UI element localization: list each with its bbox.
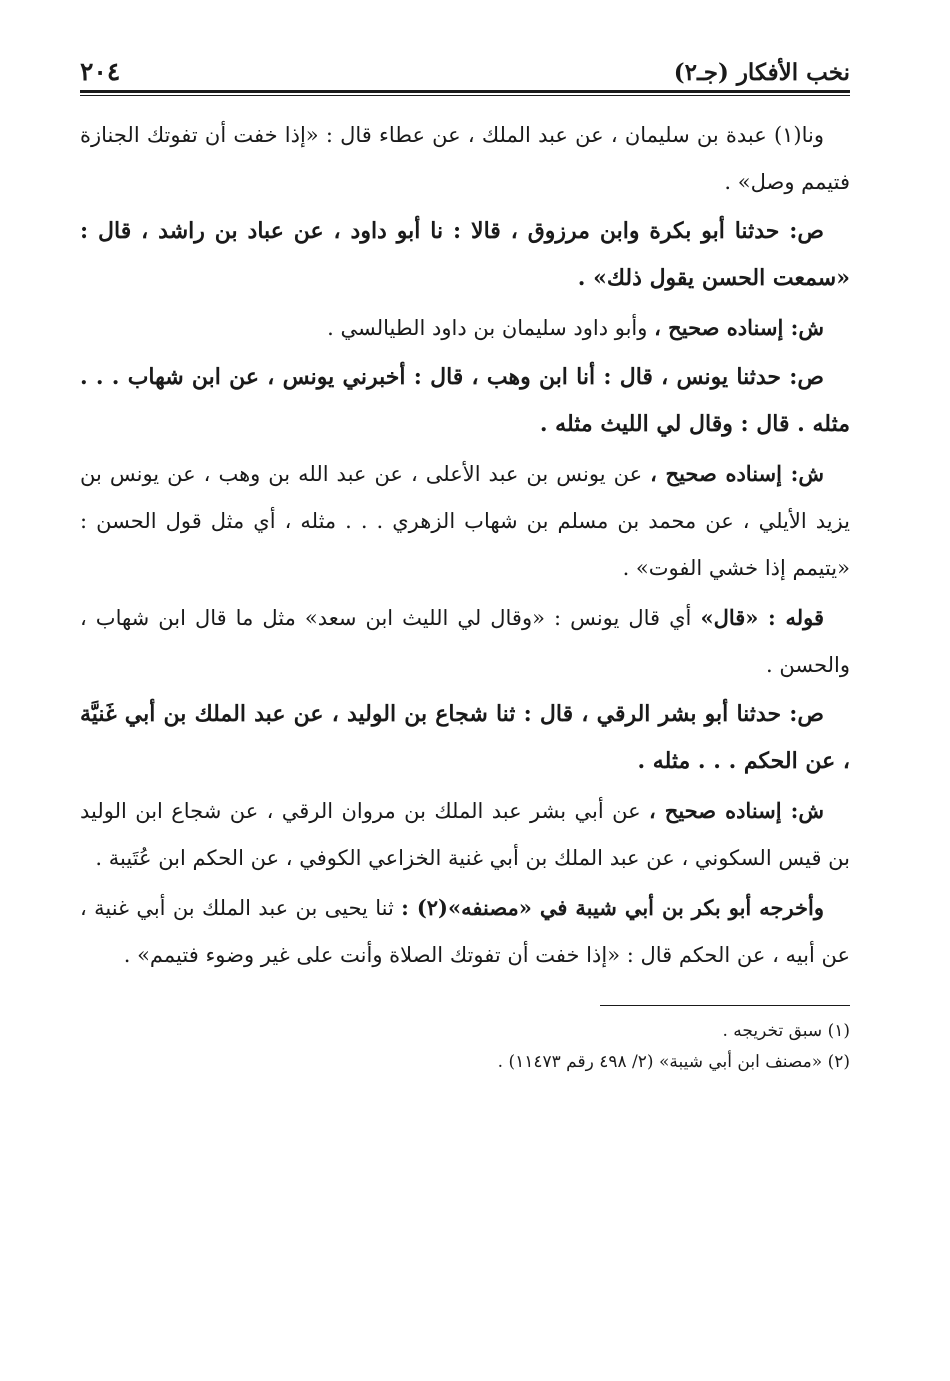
paragraph-lead: قوله : «قال» [700, 605, 824, 630]
paragraph-lead: ص: [789, 364, 824, 390]
footnote-1: (١) سبق تخريجه . [722, 1021, 850, 1041]
paragraph-text: عن أبي بشر عبد الملك بن مروان الرقي ، عن شجاع ابن الوليد بن قيس السكوني ، عن عبد الملك بن أبي غنية الخزاعي الكوفي ، عن الحكم ابن عُتَيبة . [80, 799, 850, 870]
footnote-rule [600, 1005, 850, 1006]
paragraph-lead: ص: [789, 218, 824, 244]
paragraph-7 [80, 691, 850, 785]
paragraph-4 [80, 354, 850, 448]
paragraph-lead: ش: إسناده صحيح ، [654, 315, 824, 340]
paragraph-lead: وأخرجه أبو بكر بن أبي شيبة في «مصنفه»(٢) : [401, 895, 824, 920]
footnote-2: (٢) «مصنف ابن أبي شيبة» (٢/ ٤٩٨ رقم ١١٤٧٣) . [497, 1052, 850, 1072]
book-page [80, 40, 850, 1078]
paragraph-8 [80, 787, 850, 882]
paragraph-text: أي قال يونس : «وقال لي الليث ابن سعد» مثل ما قال ابن شهاب ، والحسن . [80, 606, 850, 677]
paragraph-text: حدثنا أبو بكرة وابن مرزوق ، قالا : نا أبو داود ، عن عباد بن راشد ، قال : «سمعت الحسن يقول ذلك» . [80, 218, 850, 291]
page-header [80, 40, 850, 86]
paragraph-text: وأبو داود سليمان بن داود الطيالسي . [327, 316, 648, 340]
paragraph-text: ثنا يحيى بن عبد الملك بن أبي غنية ، عن أبيه ، عن الحكم قال : «إذا خفت أن تفوتك الصلاة وأنت على غير وضوء فتيمم» . [80, 896, 850, 967]
paragraph-1 [80, 112, 850, 206]
paragraph-lead: ش: إسناده صحيح ، [650, 461, 825, 486]
paragraph-text: حدثنا يونس ، قال : أنا ابن وهب ، قال : أخبرني يونس ، عن ابن شهاب . . . مثله . قال : وقال لي الليث مثله . [80, 364, 850, 437]
paragraph-2 [80, 208, 850, 302]
header-rule-thin [80, 95, 850, 96]
paragraph-text: عن يونس بن عبد الأعلى ، عن عبد الله بن وهب ، عن يونس بن يزيد الأيلي ، عن محمد بن مسلم بن شهاب الزهري . . . مثله ، أي مثل قول الحسن : «يتيمم إذا خشي الفوت» . [80, 462, 850, 580]
paragraph-lead: ص: [789, 701, 824, 727]
header-rule [80, 90, 850, 93]
paragraph-lead: ش: إسناده صحيح ، [649, 798, 825, 823]
paragraph-text: حدثنا أبو بشر الرقي ، قال : ثنا شجاع بن الوليد ، عن عبد الملك بن أبي غَنيَّة ، عن الحكم . . . مثله . [80, 701, 850, 774]
book-title: نخب الأفكار (جـ٢) [673, 59, 850, 86]
page-number: ٢٠٤ [80, 57, 121, 86]
paragraph-3 [80, 304, 850, 352]
paragraph-5 [80, 450, 850, 592]
paragraph-text: ونا(١) عبدة بن سليمان ، عن عبد الملك ، عن عطاء قال : «إذا خفت أن تفوتك الجنازة فتيمم وصل» . [80, 123, 850, 194]
paragraph-9 [80, 884, 850, 979]
paragraph-6 [80, 594, 850, 689]
